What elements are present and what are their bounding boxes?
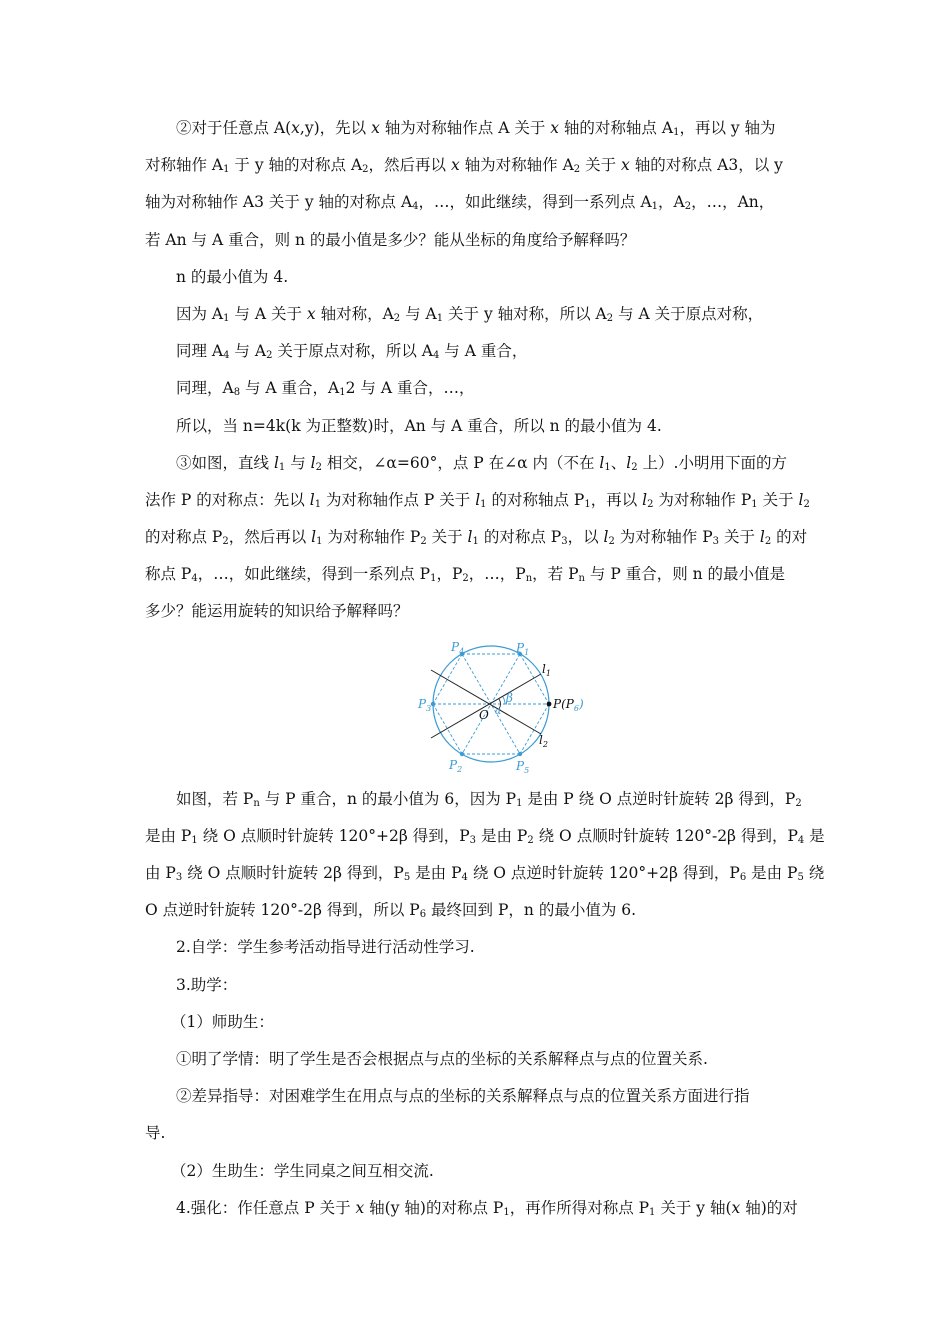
label-P1: $P_1$ [516,640,530,657]
answer2-line4: 同理，$A_8$ 与 A 重合，$A_12$ 与 A 重合，…， [176,379,475,399]
step2-self-study: 2.自学：学生参考活动指导进行活动性学习. [176,938,475,957]
para3-line4: 称点 $P_4$，…，如此继续，得到一系列点 $P_1$，$P_2$，…，$P_n$，若 $P_n$ 与 P 重合，则 n 的最小值是 [145,565,786,585]
step3-1-item1: ①明了学情：明了学生是否会根据点与点的坐标的关系解释点与点的位置关系. [176,1049,708,1068]
para2-line2: 对称轴作 $A_1$ 于 y 轴的对称点 $A_2$，然后再以 x 轴为对称轴作 $A_2$ 关于 x 轴的对称点 A3，以 y [145,156,783,176]
answer2-line2: 因为 $A_1$ 与 A 关于 x 轴对称，$A_2$ 与 $A_1$ 关于 y 轴对称，所以 $A_2$ 与 A 关于原点对称， [176,304,764,324]
circle-diagram [413,631,584,776]
step3-assist: 3.助学： [176,975,238,994]
label-P2: $P_2$ [449,757,463,774]
step3-1-teacher-help: （1）师助生： [171,1012,274,1031]
label-P4: $P_4$ [451,639,465,656]
step3-2-peer-help: （2）生助生：学生同桌之间互相交流. [171,1161,434,1180]
para3-line2: 法作 P 的对称点：先以 $l_1$ 为对称轴作点 P 关于 $l_1$ 的对称轴点 $P_1$，再以 $l_2$ 为对称轴作 $P_1$ 关于 $l_2$ [145,490,810,510]
label-l2: $l_2$ [539,732,548,749]
document-page [145,110,825,1227]
label-P-P6: $P(P_6)$ [553,696,584,713]
para2-line1: ②对于任意点 A(x,y)，先以 x 轴为对称轴作点 A 关于 x 轴的对称轴点 $A_1$，再以 y 轴为 [176,119,776,138]
label-P3: $P_3$ [418,696,432,713]
line-l1 [431,674,541,738]
rotation-figure [145,631,805,781]
para3-line1: ③如图，直线 $l_1$ 与 $l_2$ 相交，∠α=60°，点 P 在∠α 内（不在 $l_1$、$l_2$ 上）.小明用下面的方 [176,453,787,473]
step3-1-item2-cont: 导. [145,1124,166,1143]
para3-line3: 的对称点 $P_2$，然后再以 $l_1$ 为对称轴作 $P_2$ 关于 $l_1$ 的对称点 $P_3$，以 $l_2$ 为对称轴作 $P_3$ 关于 $l_2$ 的对 [145,528,808,548]
answer3-line3: 由 $P_3$ 绕 O 点顺时针旋转 2β 得到，$P_5$ 是由 $P_4$ 绕 O 点逆时针旋转 120°+2β 得到，$P_6$ 是由 $P_5$ 绕 [145,864,825,883]
label-P5: $P_5$ [516,758,530,775]
para3-line5: 多少？能运用旋转的知识给予解释吗？ [145,602,409,621]
label-beta: β [506,690,513,705]
step3-1-item2: ②差异指导：对困难学生在用点与点的坐标的关系解释点与点的位置关系方面进行指 [176,1087,750,1106]
label-alpha: α [495,706,502,717]
dashed-chords [433,654,549,754]
para2-line3: 轴为对称轴作 A3 关于 y 轴的对称点 $A_4$，…，如此继续，得到一系列点 $A_1$，$A_2$，…，An， [145,193,775,213]
line-l2 [431,670,541,734]
answer3-line2: 是由 $P_1$ 绕 O 点顺时针旋转 120°+2β 得到，$P_3$ 是由 $P_2$ 绕 O 点顺时针旋转 120°-2β 得到，$P_4$ 是 [145,826,825,846]
answer2-line5: 所以，当 n=4k(k 为正整数)时，An 与 A 重合，所以 n 的最小值为 4. [176,416,662,435]
point-P [547,701,552,706]
answer2-line3: 同理 $A_4$ 与 $A_2$ 关于原点对称，所以 $A_4$ 与 A 重合， [176,342,528,362]
para2-line4: 若 An 与 A 重合，则 n 的最小值是多少？能从坐标的角度给予解释吗？ [145,230,636,249]
answer3-line4: O 点逆时针旋转 120°-2β 得到，所以 $P_6$ 最终回到 P，n 的最小值为 6. [145,901,637,921]
step4-reinforce: 4.强化：作任意点 P 关于 x 轴(y 轴)的对称点 $P_1$，再作所得对称点 $P_1$ 关于 y 轴(x 轴)的对 [176,1198,798,1218]
beta-arc [503,697,505,704]
label-O: O [479,707,489,722]
label-l1: $l_1$ [542,661,551,678]
answer3-line1: 如图，若 $P_n$ 与 P 重合，n 的最小值为 6，因为 $P_1$ 是由 P 绕 O 点逆时针旋转 2β 得到，$P_2$ [176,789,802,809]
answer2-line1: n 的最小值为 4. [176,267,289,286]
